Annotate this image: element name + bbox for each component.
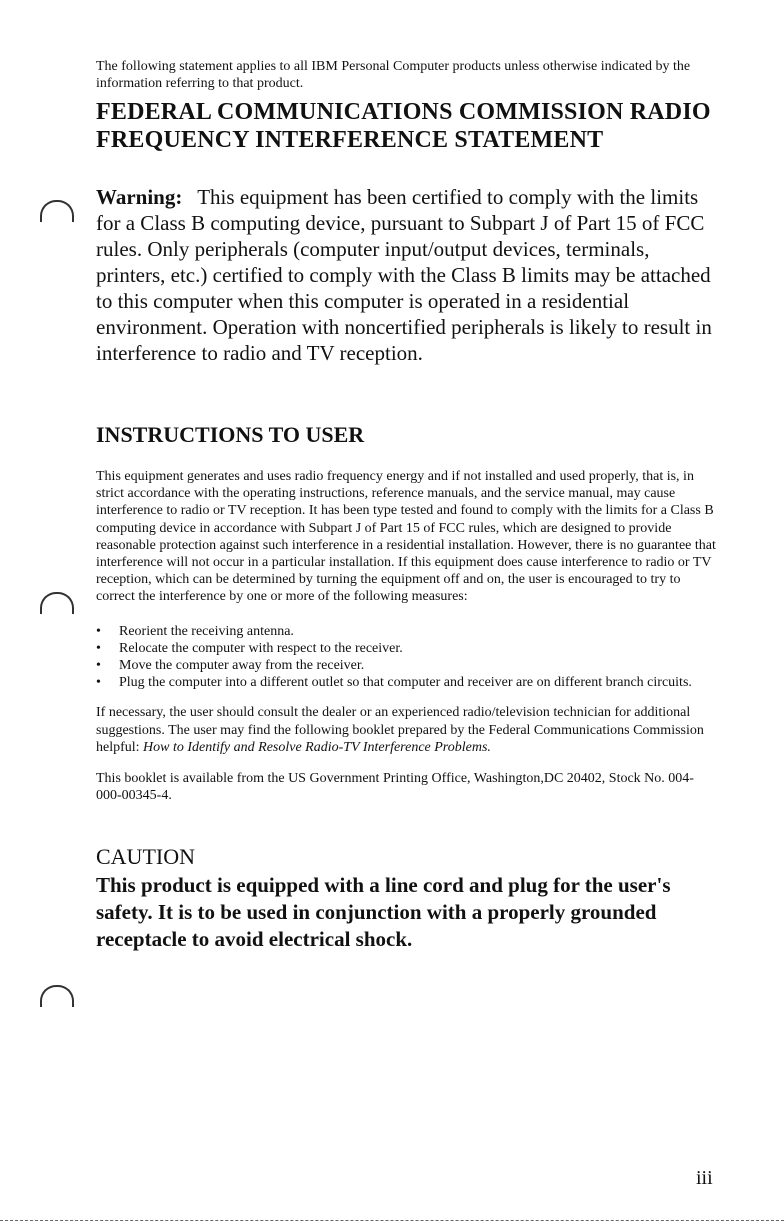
measure-text: Plug the computer into a different outlet so that computer and receiver are on different branch circuits. — [119, 675, 692, 691]
binder-hole-mark — [40, 985, 74, 1007]
bullet-icon: • — [96, 623, 101, 639]
bullet-icon: • — [96, 675, 101, 691]
booklet-title: How to Identify and Resolve Radio-TV Interference Problems. — [143, 739, 491, 755]
warning-paragraph — [96, 184, 716, 366]
measure-text: Relocate the computer with respect to the receiver. — [119, 640, 403, 656]
measures-list — [96, 623, 716, 692]
intro-statement: The following statement applies to all IBM Personal Computer products unless otherwise indicated by the information referring to that product. — [96, 59, 691, 91]
caution-text: This product is equipped with a line cord and plug for the user's safety. It is to be used in conjunction with a properly grounded receptacle to avoid electrical shock. — [96, 873, 671, 952]
warning-text: This equipment has been certified to comply with the limits for a Class B computing device, pursuant to Subpart J of Part 15 of FCC rules. Only peripherals (computer input/output devices, terminals, printers, etc.) certified to comply with the Class B limits may be attached to this computer when this computer is operated in a residential environment. Operation with noncertified peripherals is likely to result in interference to radio and TV reception. — [96, 185, 712, 365]
list-item — [96, 623, 716, 640]
instructions-paragraph-2 — [96, 704, 716, 756]
fcc-statement-title: FEDERAL COMMUNICATIONS COMMISSION RADIO FREQUENCY INTERFERENCE STATEMENT — [96, 99, 711, 153]
list-item — [96, 657, 716, 674]
document-page — [96, 58, 716, 953]
instructions-heading: INSTRUCTIONS TO USER — [96, 422, 365, 447]
bullet-icon: • — [96, 658, 101, 674]
list-item — [96, 674, 716, 691]
bullet-icon: • — [96, 640, 101, 656]
measure-text: Move the computer away from the receiver. — [119, 658, 365, 674]
page-number: iii — [696, 1167, 713, 1189]
binder-hole-mark — [40, 200, 74, 222]
list-item — [96, 640, 716, 657]
instructions-paragraph-1: This equipment generates and uses radio frequency energy and if not installed and used properly, that is, in strict accordance with the operating instructions, reference manuals, and the service manual, may cause interference to radio or TV reception. It has been type tested and found to comply with the limits for a Class B computing device in accordance with Subpart J of Part 15 of FCC rules, which are designed to provide reasonable protection against such interference in a residential installation. However, there is no guarantee that interference will not occur in a particular installation. If this equipment does cause interference to radio or TV reception, which can be determined by turning the equipment off and on, the user is encouraged to try to correct the interference by one or more of the following measures: — [96, 469, 716, 605]
bottom-edge-line — [0, 1220, 784, 1221]
measure-text: Reorient the receiving antenna. — [119, 623, 294, 639]
consult-text: If necessary, the user should consult the dealer or an experienced radio/television technician for additional suggestions. The user may find the following booklet prepared by the Federal Communications Commission helpful: — [96, 705, 704, 755]
instructions-paragraph-3: This booklet is available from the US Government Printing Office, Washington,DC 20402, Stock No. 004-000-00345-4. — [96, 771, 694, 804]
caution-heading: CAUTION — [96, 844, 195, 870]
binder-hole-mark — [40, 592, 74, 614]
warning-label: Warning: — [96, 185, 183, 209]
